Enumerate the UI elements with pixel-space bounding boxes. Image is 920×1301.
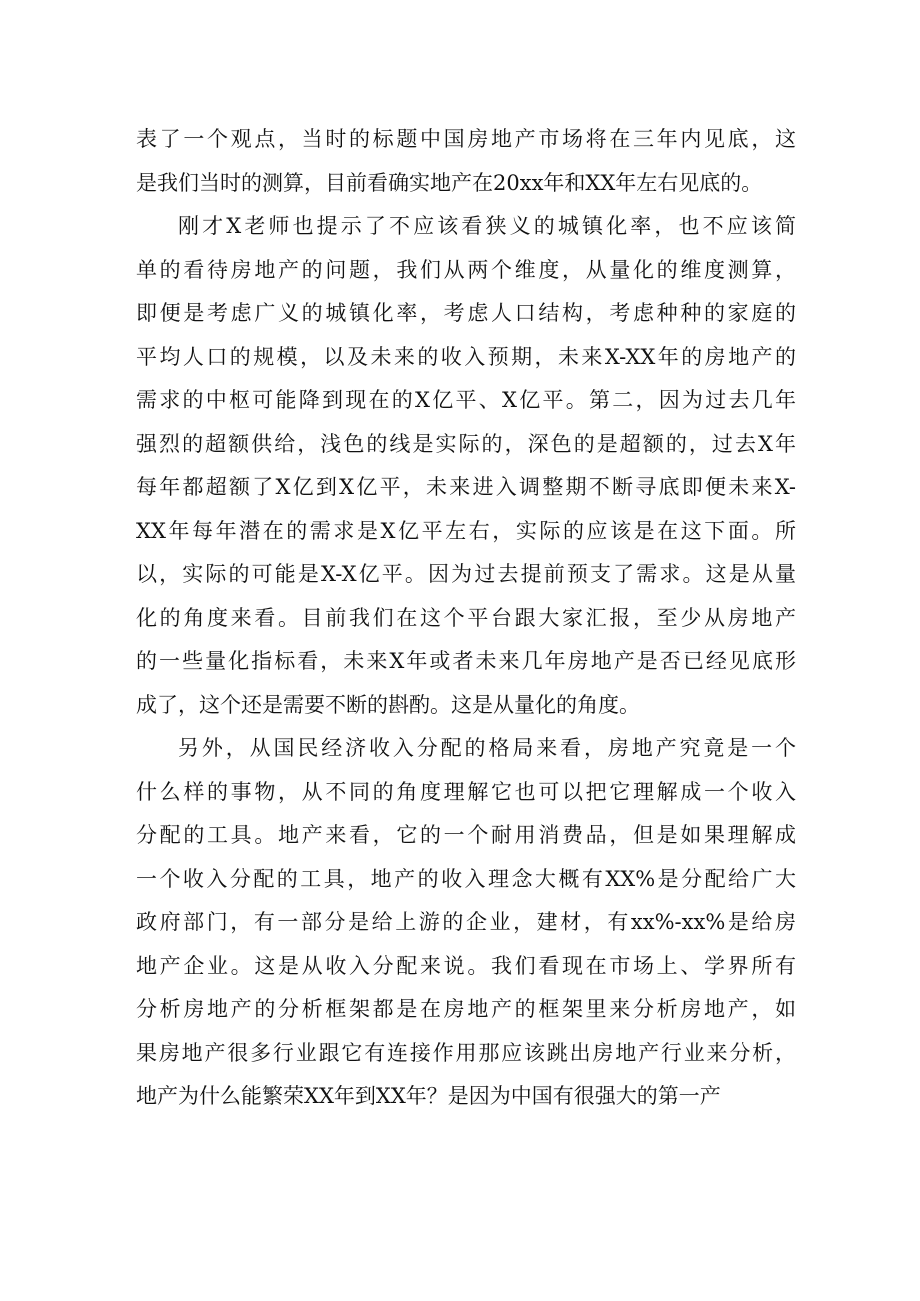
text-line: 平均人口的规模，以及未来的收入预期，未来X-XX年的房地产的 bbox=[136, 344, 796, 369]
text-line: 需求的中枢可能降到现在的X亿平、X亿平。第二，因为过去几年 bbox=[136, 388, 796, 412]
text-line: 即便是考虑广义的城镇化率，考虑人口结构，考虑种种的家庭的 bbox=[136, 301, 796, 325]
text-line: 果房地产很多行业跟它有连接作用那应该跳出房地产行业来分析， bbox=[136, 1040, 796, 1065]
text-line: 强烈的超额供给，浅色的线是实际的，深色的是超额的，过去X年 bbox=[136, 431, 796, 456]
body-text bbox=[136, 118, 796, 1119]
text-line: 成了，这个还是需要不断的斟酌。这是从量化的角度。 bbox=[136, 692, 640, 717]
text-line: 化的角度来看。目前我们在这个平台跟大家汇报，至少从房地产 bbox=[136, 605, 796, 630]
text-line: 政府部门，有一部分是给上游的企业，建材，有xx%-xx%是给房 bbox=[136, 910, 796, 934]
text-line: 刚才X老师也提示了不应该看狭义的城镇化率，也不应该简 bbox=[178, 214, 796, 238]
text-line: 的一些量化指标看，未来X年或者未来几年房地产是否已经见底形 bbox=[136, 649, 796, 673]
text-line: 单的看待房地产的问题，我们从两个维度，从量化的维度测算， bbox=[136, 257, 796, 282]
text-line: 什么样的事物，从不同的角度理解它也可以把它理解成一个收入 bbox=[136, 779, 796, 804]
text-line: 地产为什么能繁荣XX年到XX年？是因为中国有很强大的第一产 bbox=[136, 1084, 721, 1108]
text-line: 分配的工具。地产来看，它的一个耐用消费品，但是如果理解成 bbox=[136, 823, 796, 847]
text-line: 分析房地产的分析框架都是在房地产的框架里来分析房地产，如 bbox=[136, 997, 796, 1021]
text-line: XX年每年潜在的需求是X亿平左右，实际的应该是在这下面。所 bbox=[136, 518, 796, 543]
text-line: 是我们当时的测算，目前看确实地产在20xx年和XX年左右见底的。 bbox=[136, 170, 763, 195]
text-line: 另外，从国民经济收入分配的格局来看，房地产究竟是一个 bbox=[178, 736, 796, 760]
text-line: 以，实际的可能是X-X亿平。因为过去提前预支了需求。这是从量 bbox=[136, 562, 796, 586]
text-line: 一个收入分配的工具，地产的收入理念大概有XX%是分配给广大 bbox=[136, 866, 796, 891]
text-line: 表了一个观点，当时的标题中国房地产市场将在三年内见底，这 bbox=[136, 127, 796, 151]
text-line: 地产企业。这是从收入分配来说。我们看现在市场上、学界所有 bbox=[136, 953, 796, 978]
text-line: 每年都超额了X亿到X亿平，未来进入调整期不断寻底即便未来X- bbox=[136, 475, 796, 499]
